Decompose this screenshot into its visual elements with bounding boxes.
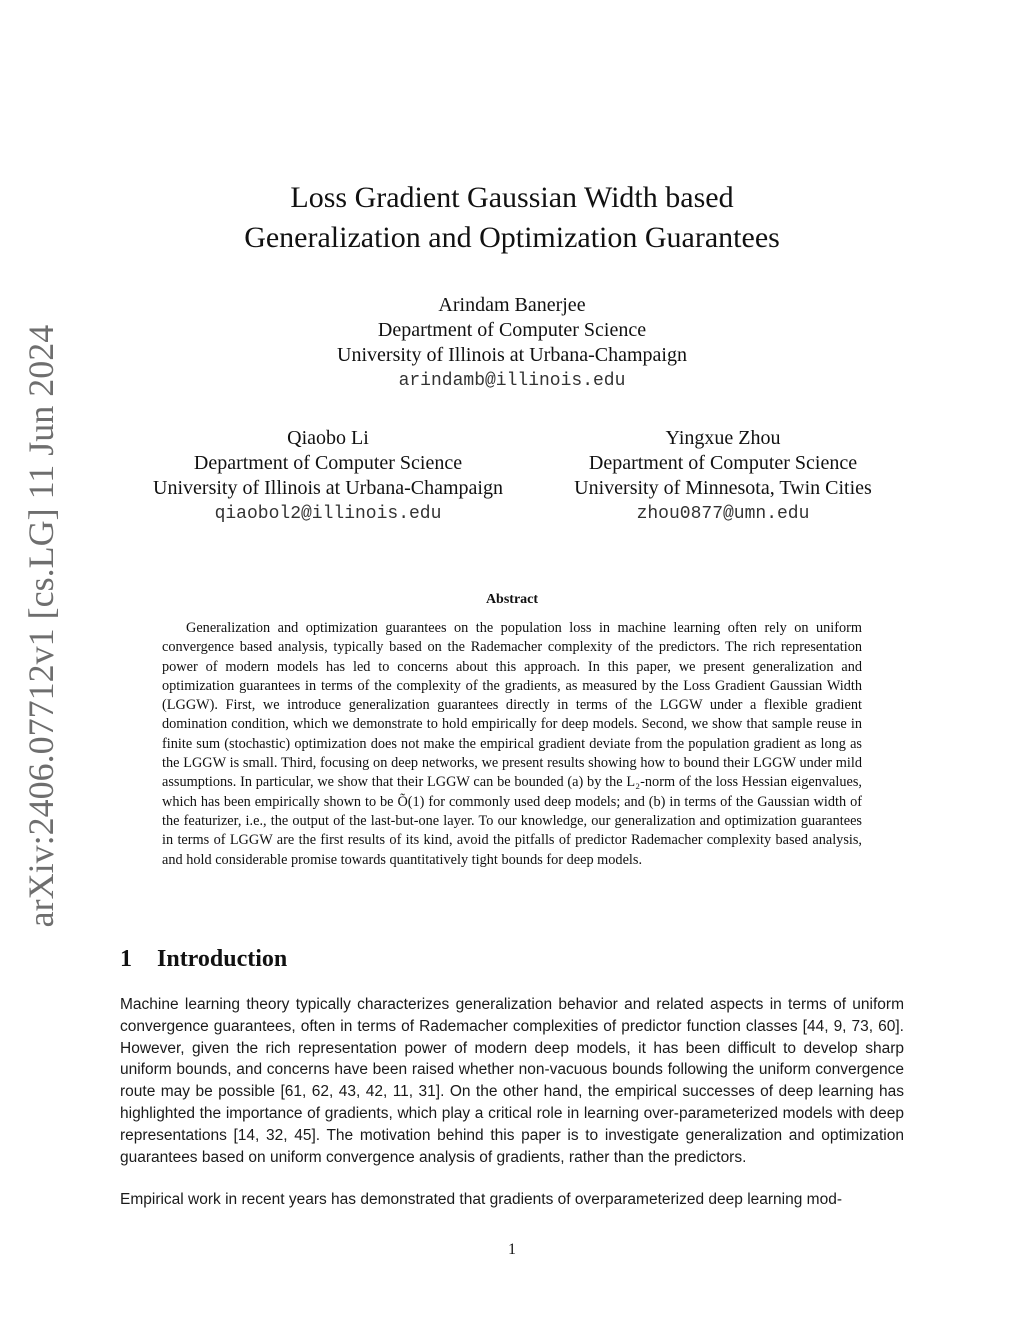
author-email: arindamb@illinois.edu [398, 371, 626, 391]
intro-paragraph-2: Empirical work in recent years has demonstrated that gradients of overparameterized deep learning mod- [120, 1191, 842, 1208]
author-email: zhou0877@umn.edu [636, 504, 810, 524]
title-line-1: Loss Gradient Gaussian Width based [290, 181, 734, 214]
author-name: Arindam Banerjee [438, 294, 586, 316]
title-line-2: Generalization and Optimization Guarantees [244, 221, 780, 254]
section-title: Introduction [157, 946, 288, 972]
author-department: Department of Computer Science [193, 452, 463, 474]
author-department: Department of Computer Science [377, 319, 647, 341]
abstract-heading: Abstract [485, 592, 539, 607]
author-department: Department of Computer Science [588, 452, 858, 474]
abstract-text: Generalization and optimization guarantees on the population loss in machine learning often rely on uniform convergence based analysis, typically based on the Rademacher complexity of the predictors. The rich representation power of modern models has led to concerns about this approach. In this paper, we present generalization and optimization guarantees in terms of the complexity of the gradients, as measured by the Loss Gradient Gaussian Width (LGGW). First, we introduce generalization guarantees directly in terms of the LGGW under a flexible gradient domination condition, which we demonstrate to hold empirically for deep models. Second, we show that sample reuse in finite sum (stochastic) optimization does not make the empirical gradient deviate from the population gradient as long as the LGGW is small. Third, focusing on deep networks, we present results showing how to bound their LGGW under mild assumptions. In particular, we show that their LGGW can be bounded (a) by the L₂-norm of the loss Hessian eigenvalues, which has been empirically shown to be Õ(1) for commonly used deep models; and (b) in terms of the Gaussian width of the featurizer, i.e., the output of the last-but-one layer. To our knowledge, our generalization and optimization guarantees in terms of LGGW are the first results of its kind, avoid the pitfalls of predictor Rademacher complexity based analysis, and hold considerable promise towards quantitatively tight bounds for deep models. [162, 620, 862, 868]
author-name: Qiaobo Li [287, 427, 369, 449]
author-block-li [118, 426, 538, 527]
author-block-zhou [526, 426, 920, 527]
author-affiliation: University of Illinois at Urbana-Champaign [337, 344, 687, 366]
author-block-banerjee [262, 293, 762, 394]
author-affiliation: University of Minnesota, Twin Cities [574, 477, 872, 499]
section-heading-introduction [120, 942, 287, 976]
intro-paragraph-1: Machine learning theory typically characterizes generalization behavior and related aspects in terms of uniform convergence guarantees, often in terms of Rademacher complexities of predictor function classes [44, 9, 73, 60]. However, given the rich representation power of modern deep models, it has been difficult to develop sharp uniform bounds, and concerns have been raised whether non-vacuous bounds following the uniform convergence route may be possible [61, 62, 43, 42, 11, 31]. On the other hand, the empirical successes of deep learning has highlighted the importance of gradients, which play a critical role in learning over-parameterized models with deep representations [14, 32, 45]. The motivation behind this paper is to investigate generalization and optimization guarantees based on uniform convergence analysis of gradients, rather than the predictors. [120, 996, 904, 1166]
author-affiliation: University of Illinois at Urbana-Champaign [153, 477, 503, 499]
page-number: 1 [508, 1241, 516, 1258]
author-name: Yingxue Zhou [665, 427, 781, 449]
author-email: qiaobol2@illinois.edu [214, 504, 442, 524]
arxiv-identifier-sidebar: arXiv:2406.07712v1 [cs.LG] 11 Jun 2024 [21, 324, 61, 928]
paper-title [0, 178, 1024, 258]
section-number: 1 [120, 946, 132, 972]
